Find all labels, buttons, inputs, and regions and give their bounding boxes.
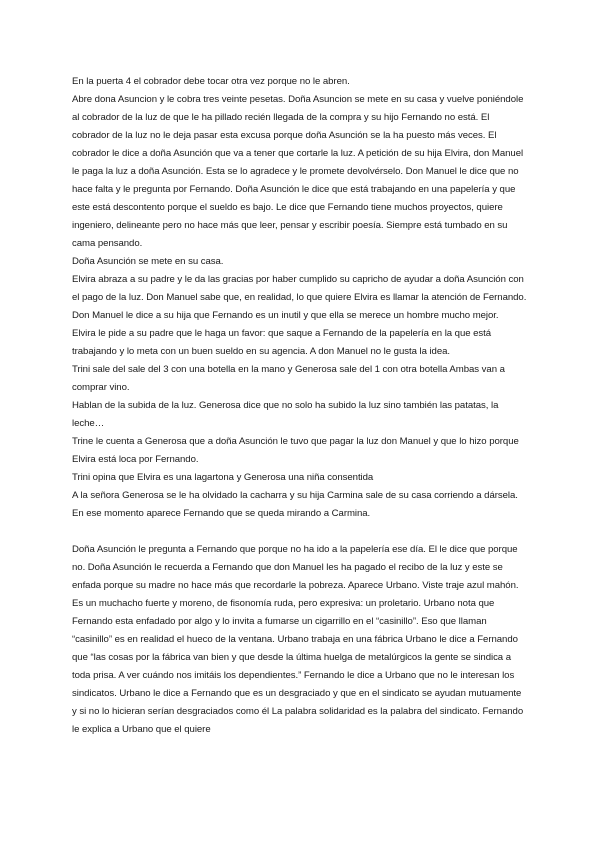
paragraph-trine-cuenta: Trine le cuenta a Generosa que a doña Asunción le tuvo que pagar la luz don Manuel y que lo hizo porque Elvira está loca por Fernando. (72, 436, 519, 465)
document-page (72, 73, 528, 739)
paragraph-elvira-padre: Elvira abraza a su padre y le da las gracias por haber cumplido su capricho de ayudar a doña Asunción con el pago de la luz. Don Manuel sabe que, en realidad, lo que quiere Elvira es llamar la atención de Fernando. Don Manuel le dice a su hija que Fernando es un inutil y que ella se merece un hombre mucho mejor. (72, 274, 527, 321)
paragraph-cobrador: En la puerta 4 el cobrador debe tocar otra vez porque no le abren. (72, 76, 350, 87)
paragraph-elvira-favor: Elvira le pide a su padre que le haga un favor: que saque a Fernando de la papelería en la que está trabajando y lo meta con un buen sueldo en su agencia. A don Manuel no le gusta la idea. (72, 328, 492, 357)
paragraph-fernando-urbano: Doña Asunción le pregunta a Fernando que porque no ha ido a la papelería ese día. El le dice que porque no. Doña Asunción le recuerda a Fernando que don Manuel les ha pagado el recibo de la luz y este se enfada porque su madre no hace más que recordarle la pobreza. Aparece Urbano. Viste traje azul mahón. Es un muchacho fuerte y moreno, de fisonomía ruda, pero expresiva: un proletario. Urbano nota que Fernando esta enfadado por algo y lo invita a fumarse un cigarrillo en el “casinillo”. Eso que llaman “casinillo” es en realidad el hueco de la ventana. Urbano trabaja en una fábrica Urbano le dice a Fernando que “las cosas por la fábrica van bien y que desde la última huelga de metalúrgicos la gente se sindica a toda prisa. A ver cuándo nos imitáis los dependientes.” Fernando le dice a Urbano que no le interesan los sindicatos. Urbano le dice a Fernando que es un desgraciado y que en el sindicato se ayudan mutuamente y si no lo hicieran serían desgraciados como él La palabra solidaridad es la palabra del sindicato. Fernando le explica a Urbano que el quiere (72, 544, 524, 735)
paragraph-trini-generosa: Trini sale del sale del 3 con una botella en la mano y Generosa sale del 1 con otra botella Ambas van a comprar vino. (72, 364, 505, 393)
paragraph-asuncion-casa: Doña Asunción se mete en su casa. (72, 256, 224, 267)
paragraph-trini-opina: Trini opina que Elvira es una lagartona y Generosa una niña consentida (72, 472, 374, 483)
paragraph-asuncion-luz: Abre dona Asuncion y le cobra tres veinte pesetas. Doña Asuncion se mete en su casa y vuelve poniéndole al cobrador de la luz de que le ha pillado recién llegada de la compra y su hijo Fernando no está. El cobrador de la luz no le deja pasar esta excusa porque doña Asunción se la ha puesto más veces. El cobrador le dice a doña Asunción que va a tener que cortarle la luz. A petición de su hija Elvira, don Manuel le paga la luz a doña Asunción. Esta se lo agradece y le promete devolvérselo. Don Manuel le dice que no hace falta y le pregunta por Fernando. Doña Asunción le dice que está trabajando en una papelería y que este está descontento porque el sueldo es bajo. Le dice que Fernando tiene muchos proyectos, quiere ingeniero, delineante pero no hace más que leer, pensar y escribir poesía. Siempre está tumbado en su cama pensando. (72, 94, 524, 249)
paragraph-carmina: A la señora Generosa se le ha olvidado la cacharra y su hija Carmina sale de su casa corriendo a dársela. En ese momento aparece Fernando que se queda mirando a Carmina. (72, 490, 518, 519)
paragraph-subida-luz: Hablan de la subida de la luz. Generosa dice que no solo ha subido la luz sino también las patatas, la leche… (72, 400, 499, 429)
